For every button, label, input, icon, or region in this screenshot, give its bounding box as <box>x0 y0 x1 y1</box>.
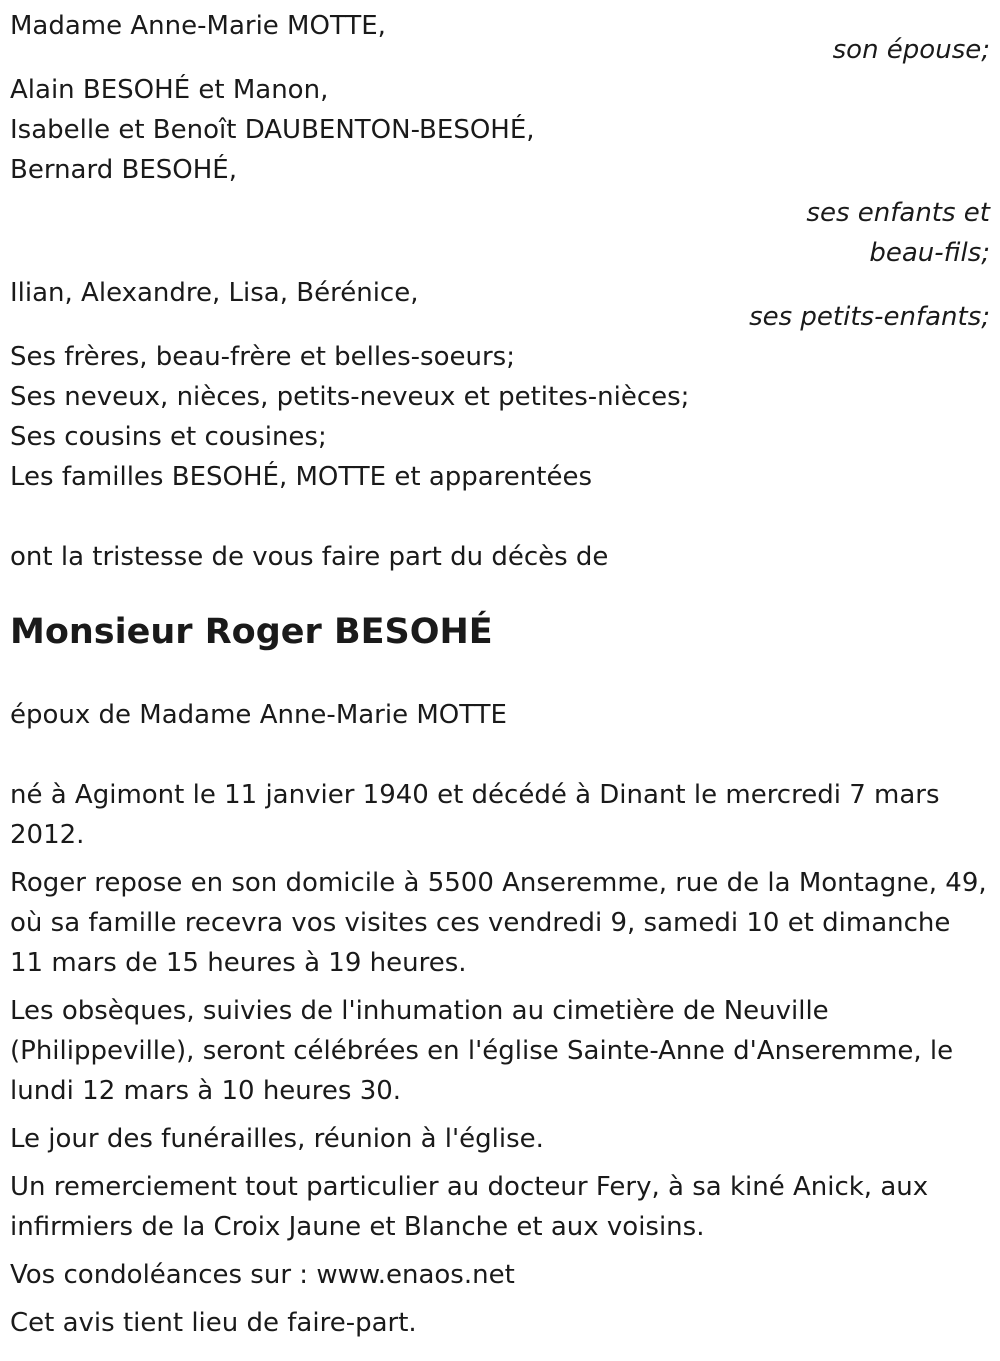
relatives-line: Ses frères, beau-frère et belles-soeurs; <box>10 342 515 372</box>
notice-paragraph: Cet avis tient lieu de faire-part. <box>10 1308 417 1338</box>
meeting-paragraph: Le jour des funérailles, réunion à l'église. <box>10 1124 544 1154</box>
relatives-line: Ses cousins et cousines; <box>10 422 327 452</box>
intro-line: ont la tristesse de vous faire part du décès de <box>10 542 609 572</box>
child-line: Isabelle et Benoît DAUBENTON-BESOHÉ, <box>10 115 535 145</box>
deceased-name: Monsieur Roger BESOHÉ <box>10 612 493 652</box>
child-line: Bernard BESOHÉ, <box>10 155 237 185</box>
birth-death-paragraph: né à Agimont le 11 janvier 1940 et décédé à Dinant le mercredi 7 mars 2012. <box>10 780 940 850</box>
grandchildren-role: ses petits-enfants; <box>749 302 990 332</box>
thanks-paragraph: Un remerciement tout particulier au docteur Fery, à sa kiné Anick, aux infirmiers de la Croix Jaune et Blanche et aux voisins. <box>10 1172 929 1242</box>
child-line: Alain BESOHÉ et Manon, <box>10 75 329 105</box>
grandchildren-line: Ilian, Alexandre, Lisa, Bérénice, <box>10 278 419 308</box>
relatives-line: Ses neveux, nièces, petits-neveux et petites-nièces; <box>10 382 690 412</box>
funeral-paragraph: Les obsèques, suivies de l'inhumation au cimetière de Neuville (Philippeville), seront célébrées en l'église Sainte-Anne d'Anseremme, le lundi 12 mars à 10 heures 30. <box>10 996 954 1106</box>
visitation-paragraph: Roger repose en son domicile à 5500 Anseremme, rue de la Montagne, 49, où sa famille recevra vos visites ces vendredi 9, samedi 10 et dimanche 11 mars de 15 heures à 19 heures. <box>10 868 987 978</box>
spouse-role: son épouse; <box>832 35 990 65</box>
condolences-paragraph: Vos condoléances sur : www.enaos.net <box>10 1260 515 1290</box>
children-role: ses enfants et <box>806 198 990 228</box>
obituary-notice <box>0 6 1000 1361</box>
spouse-line: Madame Anne-Marie MOTTE, <box>10 11 386 41</box>
relatives-line: Les familles BESOHÉ, MOTTE et apparentées <box>10 462 593 492</box>
children-role: beau-fils; <box>869 238 990 268</box>
spouse-of-line: époux de Madame Anne-Marie MOTTE <box>10 700 507 730</box>
